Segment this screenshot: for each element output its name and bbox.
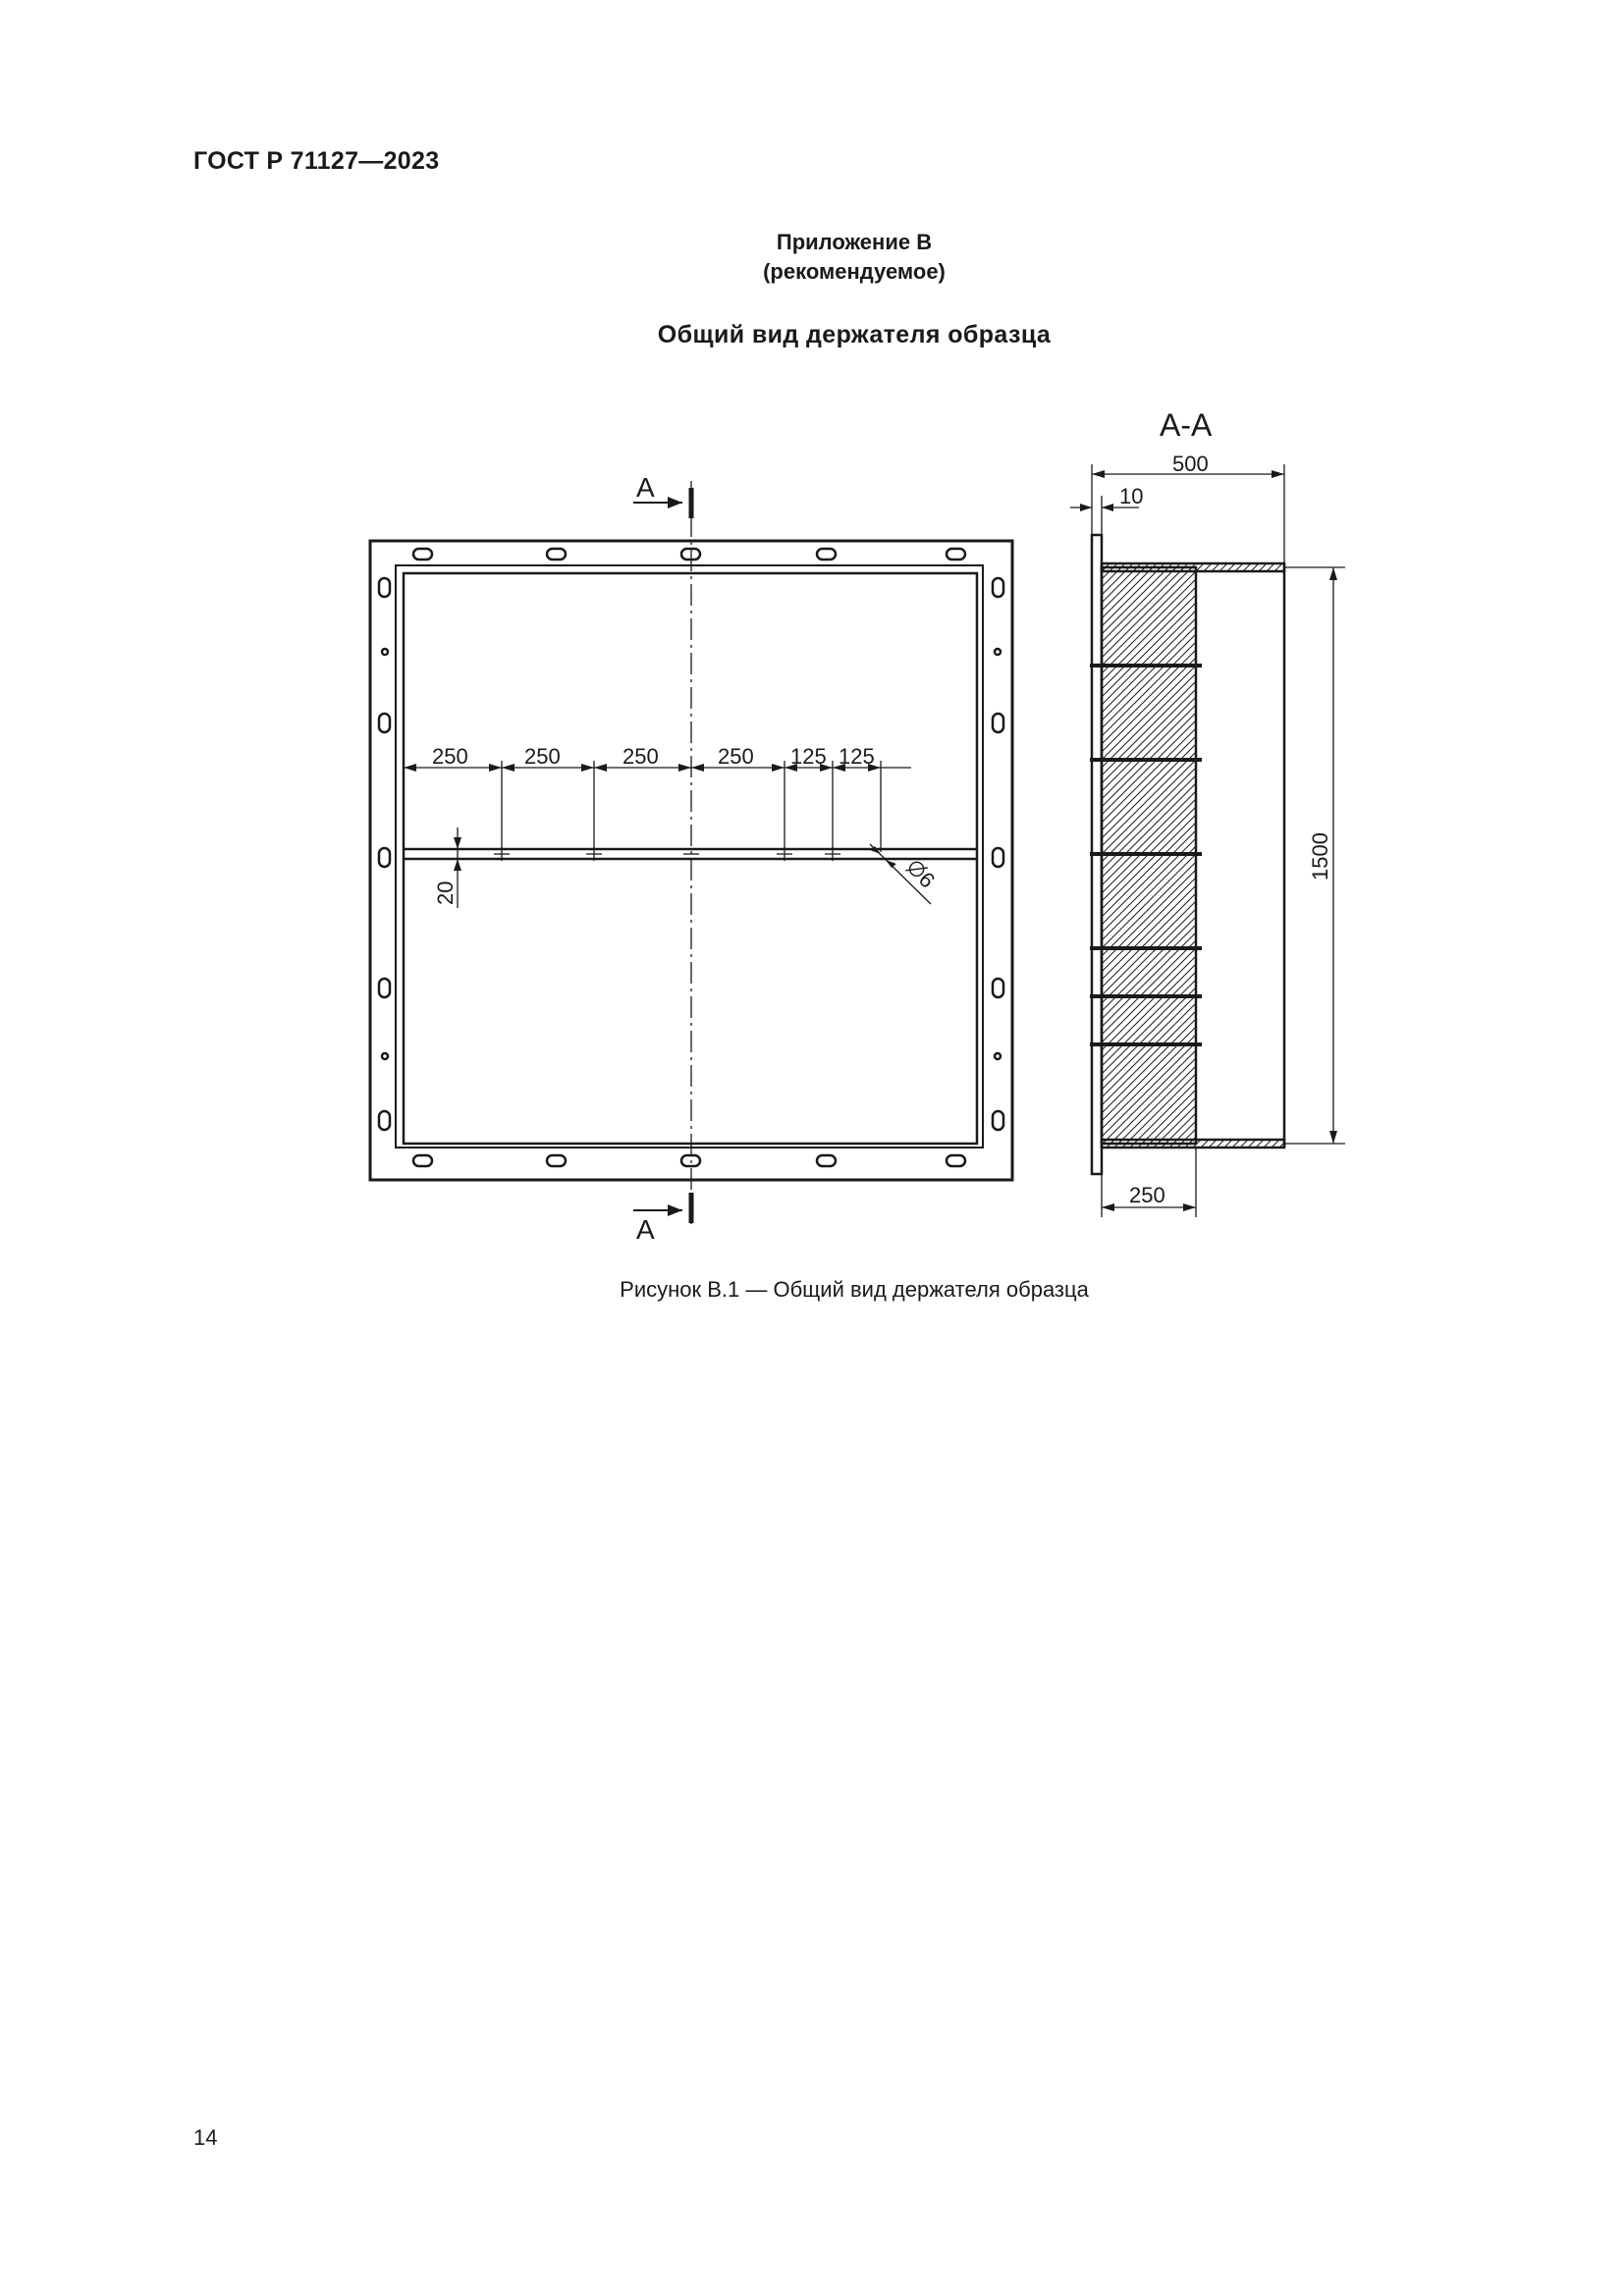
cut-label-top: А [636,472,655,503]
top-rail [1102,563,1284,571]
dim-10: 10 [1119,484,1144,508]
right-slots [993,578,1003,1130]
page-number: 14 [193,2125,218,2150]
appendix-type: (рекомендуемое) [763,259,946,284]
bottom-slots [413,1155,965,1166]
dim-1500: 1500 [1308,832,1332,881]
front-view [370,481,1012,1227]
dim-125-1: 125 [790,744,827,769]
horizontal-dimension-chain [404,761,911,852]
dim-250-4: 250 [718,744,754,769]
dim-250-3: 250 [623,744,659,769]
appendix-label: Приложение В [776,230,933,254]
top-slots [413,549,965,560]
cut-label-bottom: А [636,1214,655,1245]
section-label: А-А [1160,407,1213,443]
section-view [1070,464,1345,1217]
dim-250-1: 250 [432,744,468,769]
section-title: Общий вид держателя образца [657,321,1052,348]
dim-6: 6 [913,867,941,893]
dim-500: 500 [1172,452,1209,476]
figure-caption: Рисунок В.1 — Общий вид держателя образца [620,1277,1089,1302]
document-code: ГОСТ Р 71127—2023 [193,147,440,175]
left-slots [379,578,390,1130]
depth-dimension [1092,464,1284,563]
dim-250-2: 250 [524,744,561,769]
dim-250-section: 250 [1129,1183,1165,1207]
dim-20: 20 [433,881,458,905]
bottom-rail [1102,1140,1284,1148]
inner-frame-outer-line [396,565,983,1148]
dim-hole-diameter [903,856,941,893]
dim-125-2: 125 [839,744,875,769]
